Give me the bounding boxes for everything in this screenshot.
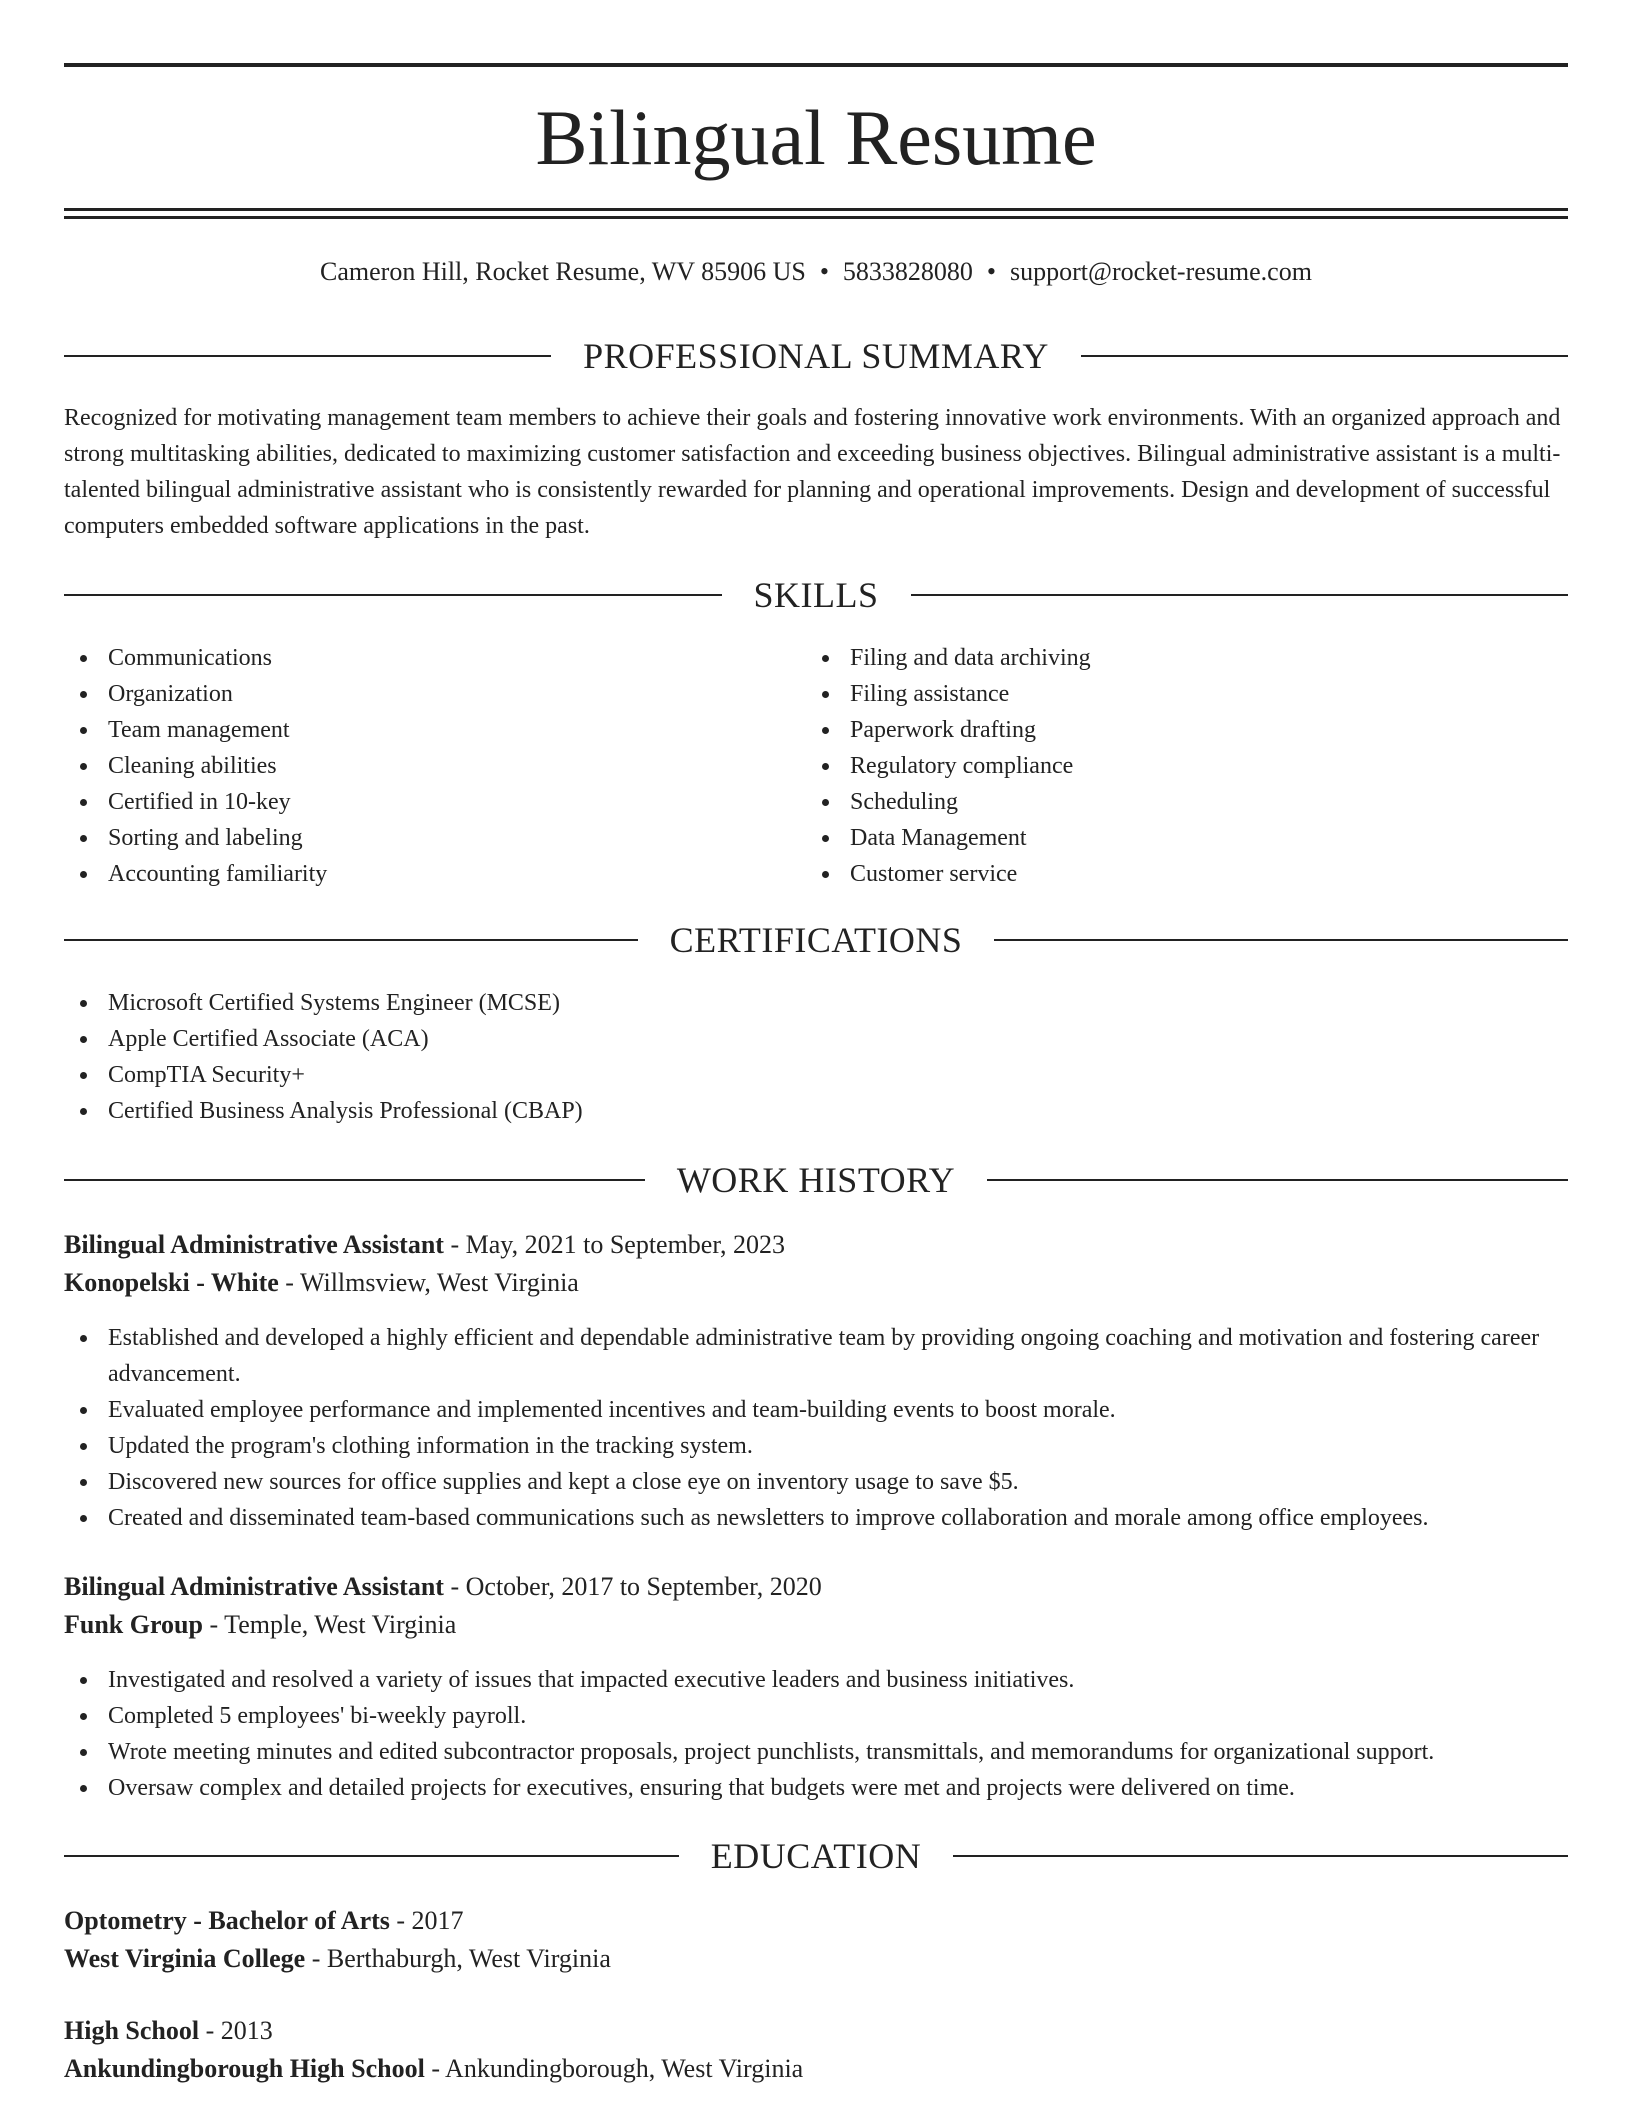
job-bullet: Evaluated employee performance and implemented incentives and team-building events to boost morale. bbox=[64, 1392, 1568, 1428]
section-heading-skills bbox=[64, 573, 1568, 617]
education-degree: High School bbox=[64, 2016, 200, 2045]
job-company-line bbox=[64, 1606, 1568, 1644]
heading-rule bbox=[64, 939, 638, 941]
skill-item: Filing and data archiving bbox=[806, 640, 1546, 676]
job-location: - Temple, West Virginia bbox=[202, 1610, 457, 1639]
education-degree-line bbox=[64, 1902, 1568, 1940]
section-title: SKILLS bbox=[753, 575, 879, 615]
section-heading-summary bbox=[64, 334, 1568, 378]
section-heading-certifications bbox=[64, 918, 1568, 962]
education-school-line bbox=[64, 2050, 803, 2088]
skill-item: Sorting and labeling bbox=[64, 820, 804, 856]
job-bullet: Updated the program's clothing information in the tracking system. bbox=[64, 1428, 1568, 1464]
contact-separator: • bbox=[819, 257, 829, 286]
section-title: WORK HISTORY bbox=[676, 1160, 956, 1200]
education-location: - Ankundingborough, West Virginia bbox=[424, 2054, 804, 2083]
page-title: Bilingual Resume bbox=[535, 94, 1097, 181]
heading-rule bbox=[1081, 355, 1568, 357]
job-company-line bbox=[64, 1264, 1568, 1302]
job-title-line bbox=[64, 1568, 1568, 1606]
education-entry bbox=[64, 1902, 1568, 1978]
header-double-rule-upper bbox=[64, 208, 1568, 211]
heading-rule bbox=[64, 355, 551, 357]
skill-item: Accounting familiarity bbox=[64, 856, 804, 892]
section-heading-education bbox=[64, 1834, 1568, 1878]
contact-separator: • bbox=[986, 257, 997, 286]
certifications-list bbox=[64, 985, 1568, 1129]
job-title: Bilingual Administrative Assistant bbox=[64, 1230, 444, 1259]
heading-rule bbox=[994, 939, 1568, 941]
education-year: - 2017 bbox=[389, 1906, 464, 1935]
skills-list-right bbox=[806, 640, 1546, 892]
skill-item: Certified in 10-key bbox=[64, 784, 804, 820]
skill-item: Team management bbox=[64, 712, 804, 748]
skill-item: Filing assistance bbox=[806, 676, 1546, 712]
skill-item: Paperwork drafting bbox=[806, 712, 1546, 748]
skill-item: Scheduling bbox=[806, 784, 1546, 820]
section-title: EDUCATION bbox=[710, 1836, 922, 1876]
job-bullet: Wrote meeting minutes and edited subcontractor proposals, project punchlists, transmittals, and memorandums for organizational support. bbox=[64, 1734, 1568, 1770]
certification-item: CompTIA Security+ bbox=[64, 1057, 1568, 1093]
job-dates: - October, 2017 to September, 2020 bbox=[443, 1572, 822, 1601]
header-top-rule bbox=[64, 63, 1568, 67]
education-entry bbox=[64, 2012, 803, 2088]
skill-item: Regulatory compliance bbox=[806, 748, 1546, 784]
heading-rule bbox=[64, 594, 722, 596]
skill-item: Communications bbox=[64, 640, 804, 676]
certification-item: Microsoft Certified Systems Engineer (MCSE) bbox=[64, 985, 1568, 1021]
job-bullet: Completed 5 employees' bi-weekly payroll. bbox=[64, 1698, 1568, 1734]
header-double-rule-lower bbox=[64, 216, 1568, 219]
heading-rule bbox=[911, 594, 1569, 596]
education-degree: Optometry - Bachelor of Arts bbox=[64, 1906, 390, 1935]
job-bullet: Oversaw complex and detailed projects for executives, ensuring that budgets were met and projects were delivered on time. bbox=[64, 1770, 1568, 1806]
job-bullet: Created and disseminated team-based communications such as newsletters to improve collaboration and morale among office employees. bbox=[64, 1500, 1568, 1536]
job-title: Bilingual Administrative Assistant bbox=[64, 1572, 444, 1601]
education-school: Ankundingborough High School bbox=[64, 2054, 425, 2083]
heading-rule bbox=[987, 1179, 1568, 1181]
skill-item: Data Management bbox=[806, 820, 1546, 856]
contact-email: support@rocket-resume.com bbox=[1010, 257, 1312, 286]
job-bullet: Established and developed a highly efficient and dependable administrative team by providing ongoing coaching and motivation and fostering career advancement. bbox=[64, 1320, 1568, 1392]
job-company: Konopelski - White bbox=[64, 1268, 279, 1297]
education-degree-line bbox=[64, 2012, 803, 2050]
section-heading-work-history bbox=[64, 1158, 1568, 1202]
job-bullet: Investigated and resolved a variety of issues that impacted executive leaders and business initiatives. bbox=[64, 1662, 1568, 1698]
certification-item: Apple Certified Associate (ACA) bbox=[64, 1021, 1568, 1057]
job-bullet: Discovered new sources for office supplies and kept a close eye on inventory usage to save $5. bbox=[64, 1464, 1568, 1500]
job-entry-header bbox=[64, 1568, 1568, 1644]
contact-address: Cameron Hill, Rocket Resume, WV 85906 US bbox=[320, 257, 806, 286]
section-title: CERTIFICATIONS bbox=[669, 920, 963, 960]
heading-rule bbox=[64, 1855, 679, 1857]
job-entry-header bbox=[64, 1226, 1568, 1302]
skills-list-left bbox=[64, 640, 804, 892]
education-school: West Virginia College bbox=[64, 1944, 306, 1973]
heading-rule bbox=[64, 1179, 645, 1181]
summary-text: Recognized for motivating management team members to achieve their goals and fostering innovative work environments. With an organized approach and strong multitasking abilities, dedicated to maximizing customer satisfaction and exceeding business objectives. Bilingual administrative assistant is a multi-talented bilingual administrative assistant who is consistently rewarded for planning and operational improvements. Design and development of successful computers embedded software applications in the past. bbox=[64, 405, 1561, 539]
education-year: - 2013 bbox=[199, 2016, 273, 2045]
education-school-line bbox=[64, 1940, 1568, 1978]
skill-item: Organization bbox=[64, 676, 804, 712]
section-title: PROFESSIONAL SUMMARY bbox=[583, 336, 1049, 376]
job-title-line bbox=[64, 1226, 1568, 1264]
job-bullets bbox=[64, 1662, 1568, 1806]
heading-rule bbox=[953, 1855, 1568, 1857]
skill-item: Cleaning abilities bbox=[64, 748, 804, 784]
contact-phone: 5833828080 bbox=[842, 257, 973, 286]
contact-line bbox=[64, 256, 1568, 288]
skill-item: Customer service bbox=[806, 856, 1546, 892]
education-location: - Berthaburgh, West Virginia bbox=[305, 1944, 611, 1973]
job-location: - Willmsview, West Virginia bbox=[278, 1268, 579, 1297]
certification-item: Certified Business Analysis Professional (CBAP) bbox=[64, 1093, 1568, 1129]
job-company: Funk Group bbox=[64, 1610, 203, 1639]
job-dates: - May, 2021 to September, 2023 bbox=[443, 1230, 785, 1259]
job-bullets bbox=[64, 1320, 1568, 1536]
